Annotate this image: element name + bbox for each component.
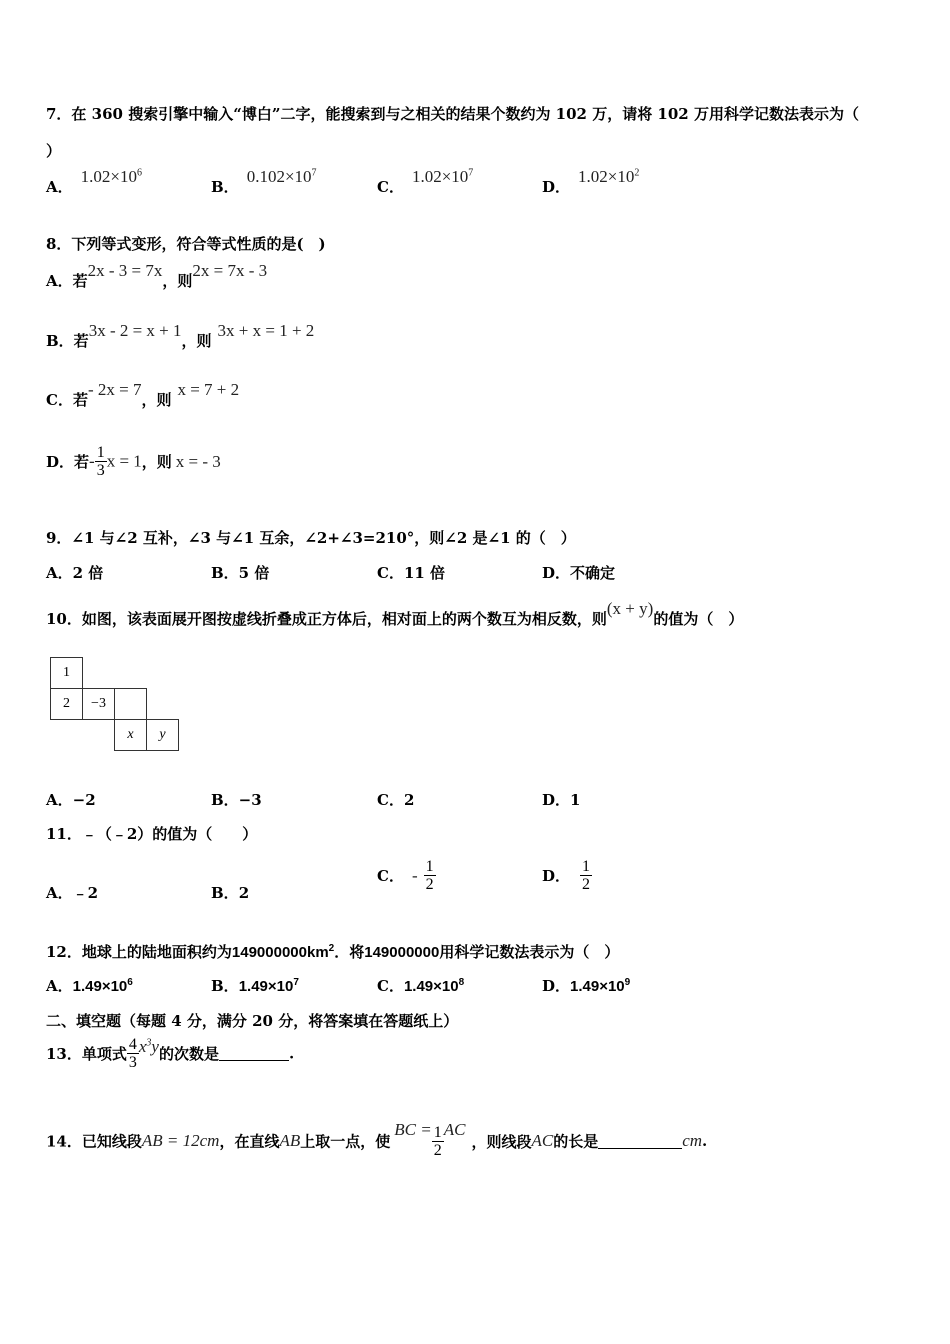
q7-option-c: C．$1.02\times 10^7$ (377, 167, 474, 196)
question-13: 13．单项式 $\frac{4}{3}$ $x^3y$的次数是 . (46, 1036, 295, 1071)
question-7-stem: 7．在 360 搜索引擎中输入“博白”二字，能搜索到与之相关的结果个数约为 102 万，请将 102 万用科学记数法表示为（ (46, 105, 859, 123)
q9-option-a: A．2 倍 (46, 564, 104, 582)
answer-blank[interactable] (598, 1134, 682, 1149)
net-cell: 2 (51, 689, 83, 720)
fraction: $\frac{1}{3}$ (96, 444, 105, 479)
q10-option-d: D．1 (542, 791, 581, 809)
fraction: $\frac{1}{2}$ (433, 1123, 442, 1159)
q8-option-c: C．若- 2x = 7，则x = 7 + 2 (46, 380, 240, 409)
question-10-stem: 10．如图，该表面展开图按虚线折叠成正方体后，相对面上的两个数互为相反数，则(x + y)的值为（ ） (46, 599, 744, 628)
q8-option-a: A．若2x - 3 = 7x，则2x = 7x - 3 (46, 261, 268, 290)
q10-option-b: B．−3 (211, 791, 262, 809)
q12-option-c: C．$1.49\times 10^8$ (377, 977, 465, 995)
question-9-stem: 9．∠1 与∠2 互补，∠3 与∠1 互余，∠2+∠3=210°，则∠2 是∠1 的（ ） (46, 529, 576, 547)
question-8-stem: 8．下列等式变形，符合等式性质的是( ) (46, 235, 326, 253)
net-cell: 1 (51, 658, 83, 689)
question-11-stem: 11．﹣（﹣2）的值为（ ） (46, 825, 258, 843)
fraction: $\frac{1}{2}$ (582, 858, 591, 893)
q10-option-a: A．−2 (46, 791, 96, 809)
q8-option-d: D．若- $\frac{1}{3}$ x = 1，则 x = - 3 (46, 444, 221, 479)
q12-option-d: D．$1.49\times 10^9$ (542, 977, 631, 995)
q11-option-c: C． - $\frac{1}{2}$ (377, 858, 434, 893)
q9-option-c: C．11 倍 (377, 564, 446, 582)
q7-option-d: D．$1.02\times 10^2$ (542, 167, 640, 196)
q7-option-b: B．$0.102\times 10^7$ (211, 167, 317, 196)
net-cell: y (147, 720, 179, 751)
q12-option-a: A．$1.49\times 10^6$ (46, 977, 133, 995)
cube-net-figure (50, 657, 179, 751)
section-2-heading: 二、填空题（每题 4 分，满分 20 分，将答案填在答题纸上） (46, 1012, 459, 1030)
answer-blank[interactable] (219, 1046, 289, 1061)
fraction: $\frac{4}{3}$ (128, 1036, 137, 1071)
q10-option-c: C．2 (377, 791, 415, 809)
net-cell (115, 689, 147, 720)
q11-option-b: B．2 (211, 884, 250, 902)
q11-option-a: A．﹣2 (46, 884, 99, 902)
q8-option-b: B．若3x - 2 = x + 1，则3x + x = 1 + 2 (46, 321, 315, 350)
question-7-stem-end: ） (46, 142, 62, 160)
question-14: 14．已知线段AB = 12cm，在直线AB上取一点，使BC = $\frac{1}{2}$ AC，则线段AC的长是 cm. (46, 1120, 708, 1159)
q7-option-a: A．$1.02\times 10^6$ (46, 167, 142, 196)
question-12-stem: 12．地球上的陆地面积约为$149000000km^2$．将149000000用科学记数法表示为（ ） (46, 943, 620, 961)
q11-option-d: D． $\frac{1}{2}$ (542, 858, 591, 893)
net-cell: x (115, 720, 147, 751)
q9-option-b: B．5 倍 (211, 564, 270, 582)
net-cell: −3 (83, 689, 115, 720)
fraction: $\frac{1}{2}$ (425, 858, 434, 893)
q12-option-b: B．$1.49\times 10^7$ (211, 977, 299, 995)
q9-option-d: D．不确定 (542, 564, 616, 582)
